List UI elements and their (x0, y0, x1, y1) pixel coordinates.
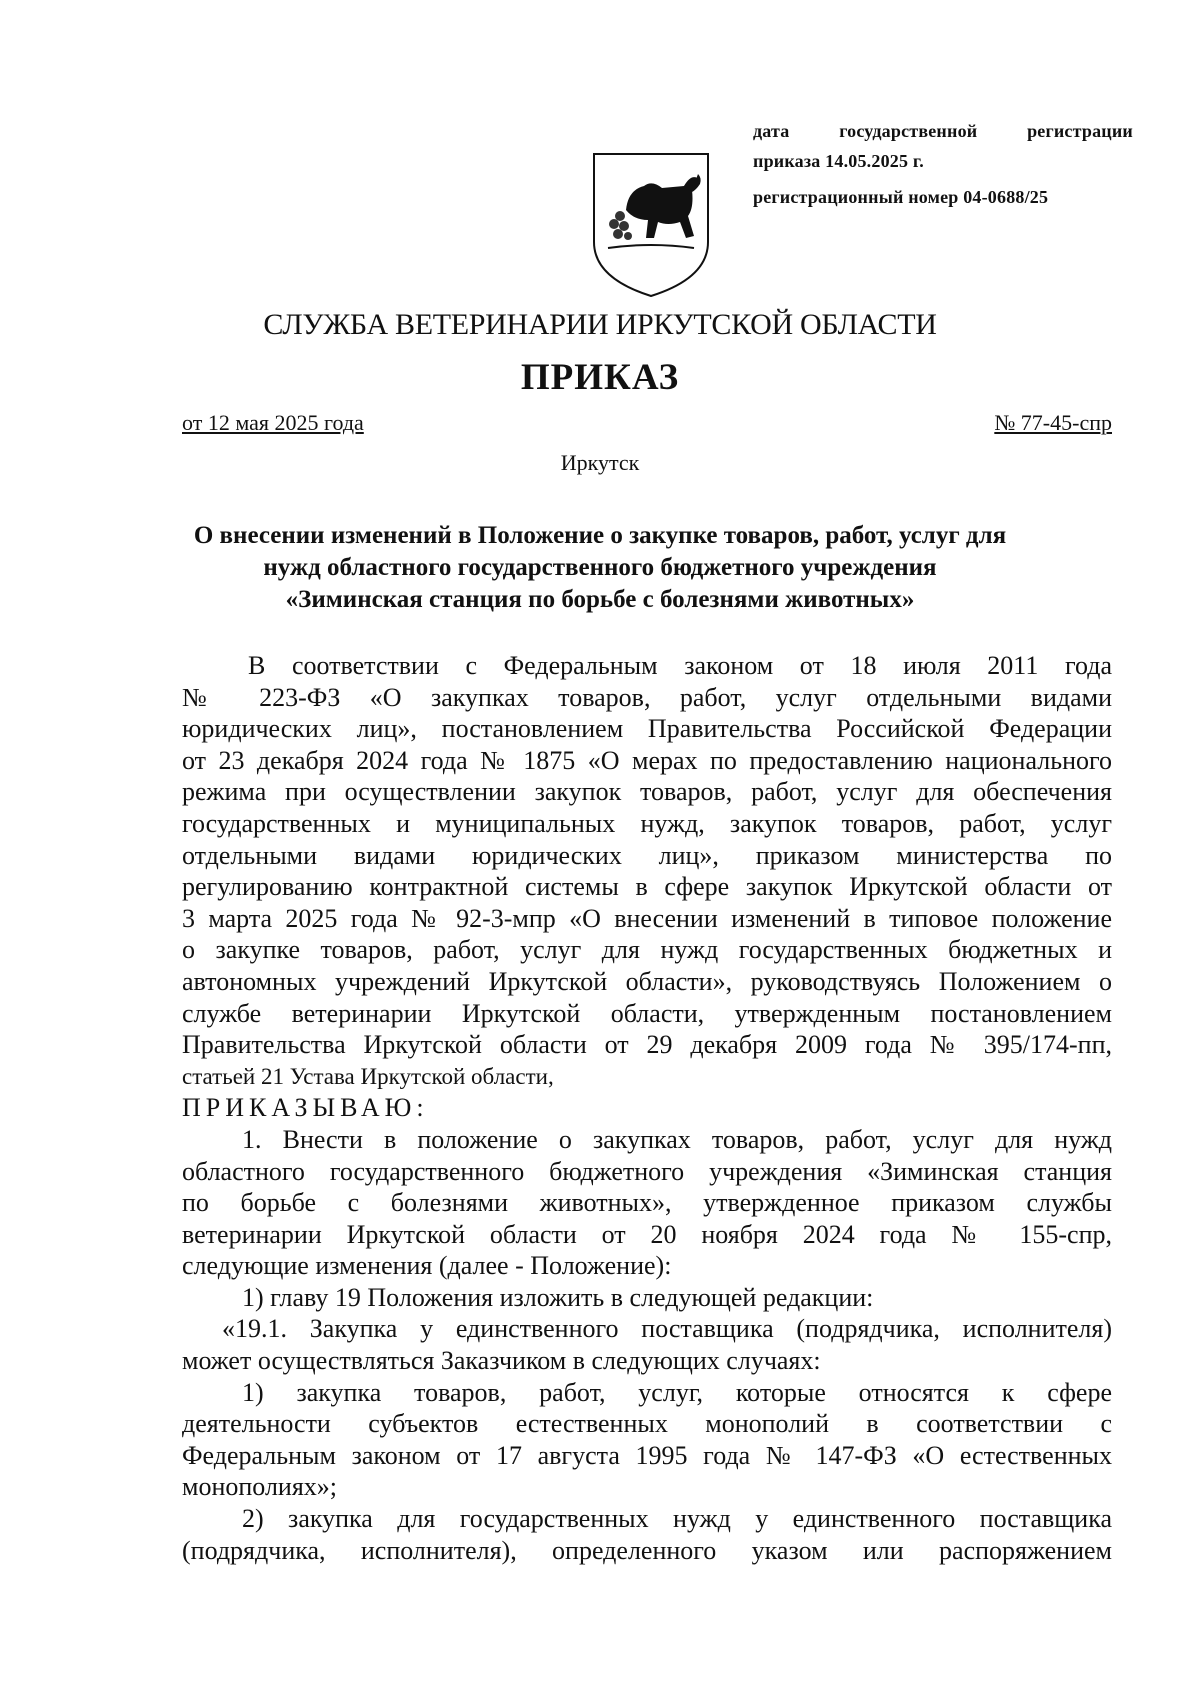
body-line: по борьбе с болезнями животных», утвержденное приказом службы (182, 1188, 1112, 1218)
order-word: ПРИКАЗЫВАЮ: (182, 1093, 429, 1123)
body-line: регулированию контрактной системы в сфере закупок Иркутской области от (182, 872, 1112, 902)
body-line: о закупке товаров, работ, услуг для нужд государственных бюджетных и (182, 935, 1112, 965)
body-line: деятельности субъектов естественных монополий в соответствии с (182, 1409, 1112, 1439)
heading-line: «Зиминская станция по борьбе с болезнями животных» (285, 586, 915, 613)
body-line: статьей 21 Устава Иркутской области, (182, 1063, 554, 1089)
body-line: В соответствии с Федеральным законом от 18 июля 2011 года (248, 651, 1112, 680)
heading-line: О внесении изменений в Положение о закупке товаров, работ, услуг для (193, 522, 1007, 549)
body-line: 1. Внести в положение о закупках товаров, работ, услуг для нужд (242, 1124, 1112, 1154)
body-line: областного государственного бюджетного учреждения «Зиминская станция (182, 1156, 1112, 1186)
body-line: государственных и муниципальных нужд, закупок товаров, работ, услуг (182, 808, 1112, 838)
body-line: режима при осуществлении закупок товаров, работ, услуг для обеспечения (182, 777, 1112, 807)
registration-line-3: регистрационный номер 04-0688/25 (753, 187, 1049, 207)
heading-line: нужд областного государственного бюджетного учреждения (263, 554, 937, 581)
body-line: монополиях»; (182, 1472, 338, 1502)
order-number: № 77-45-спр (994, 410, 1112, 435)
body-line: 1) главу 19 Положения изложить в следующей редакции: (242, 1282, 874, 1312)
body-line: № 223-ФЗ «О закупках товаров, работ, услуг отдельными видами (182, 682, 1112, 712)
irkutsk-coat-of-arms-icon (588, 150, 714, 300)
order-body (182, 650, 1112, 1566)
order-city: Иркутск (560, 450, 640, 475)
body-line: ветеринарии Иркутской области от 20 ноября 2024 года № 155-спр, (182, 1219, 1112, 1249)
service-name: СЛУЖБА ВЕТЕРИНАРИИ ИРКУТСКОЙ ОБЛАСТИ (263, 308, 937, 341)
registration-stamp (753, 116, 1133, 212)
body-line: от 23 декабря 2024 года № 1875 «О мерах по предоставлению национального (182, 745, 1112, 775)
body-line: отдельными видами юридических лиц», приказом министерства по (182, 840, 1112, 870)
order-date: от 12 мая 2025 года (182, 410, 364, 435)
registration-line-1: дата государственной регистрации (753, 121, 1133, 141)
body-line: может осуществляться Заказчиком в следующих случаях: (182, 1346, 821, 1376)
body-line: Правительства Иркутской области от 29 декабря 2009 года № 395/174-пп, (182, 1030, 1112, 1060)
document-title: ПРИКАЗ (520, 357, 680, 398)
registration-line-2: приказа 14.05.2025 г. (753, 151, 924, 171)
body-line: следующие изменения (далее - Положение): (182, 1251, 672, 1281)
body-line: 1) закупка товаров, работ, услуг, которые относятся к сфере (242, 1377, 1112, 1407)
body-line: Федеральным законом от 17 августа 1995 года № 147-ФЗ «О естественных (182, 1440, 1112, 1470)
body-line: (подрядчика, исполнителя), определенного указом или распоряжением (182, 1535, 1112, 1565)
body-line: юридических лиц», постановлением Правительства Российской Федерации (182, 714, 1112, 744)
body-line: 2) закупка для государственных нужд у единственного поставщика (242, 1504, 1112, 1534)
body-line: «19.1. Закупка у единственного поставщика (подрядчика, исполнителя) (222, 1314, 1112, 1344)
body-line: службе ветеринарии Иркутской области, утвержденным постановлением (182, 998, 1112, 1028)
body-line: автономных учреждений Иркутской области», руководствуясь Положением о (182, 966, 1112, 996)
order-subject-heading (130, 520, 1070, 616)
body-line: 3 марта 2025 года № 92-3-мпр «О внесении изменений в типовое положение (182, 903, 1112, 933)
